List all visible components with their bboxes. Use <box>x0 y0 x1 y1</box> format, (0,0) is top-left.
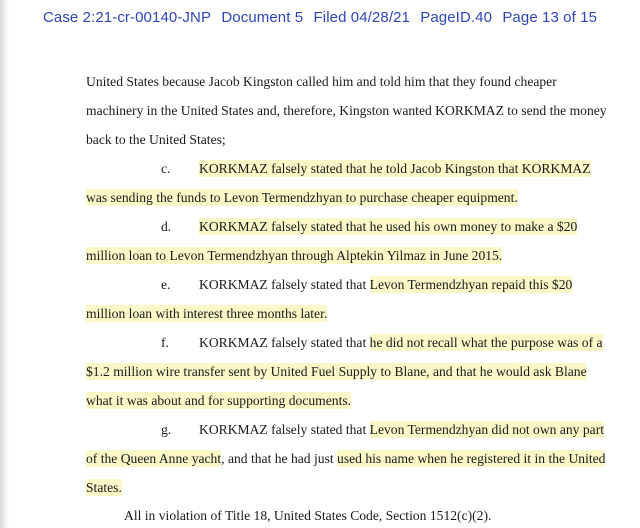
page-edge-shadow <box>0 0 9 528</box>
highlighted-text: States. <box>86 480 122 495</box>
item-e-line <box>161 276 572 294</box>
body-line: United States because Jacob Kingston called him and told him that they found cheaper <box>86 74 557 89</box>
body-line <box>86 247 502 265</box>
case-number: Case 2:21-cr-00140-JNP <box>42 9 212 26</box>
filed-date: Filed 04/28/21 <box>313 9 410 26</box>
highlighted-text: Levon Termendzhyan repaid this $20 <box>369 277 573 292</box>
body-line: machinery in the United States and, therefore, Kingston wanted KORKMAZ to send the money <box>86 103 607 118</box>
highlighted-text: of the Queen Anne yacht <box>86 451 222 466</box>
item-letter: d. <box>161 219 172 234</box>
highlighted-text: KORKMAZ falsely stated that he told Jacob Kingston that KORKMAZ <box>199 161 591 176</box>
highlighted-text: was sending the funds to Levon Termendzhyan to purchase cheaper equipment. <box>86 190 518 205</box>
item-letter: e. <box>161 277 171 292</box>
body-line <box>86 305 327 323</box>
highlighted-text: $1.2 million wire transfer sent by United Fuel Supply to Blane, and that he would ask Blane <box>86 364 587 379</box>
body-line <box>86 189 518 207</box>
highlighted-text: used his name when he registered it in the United <box>337 451 606 466</box>
item-f-line <box>161 334 603 352</box>
highlighted-text: Levon Termendzhyan did not own any part <box>369 422 605 437</box>
document-number: Document 5 <box>221 9 304 26</box>
item-letter: c. <box>161 161 171 176</box>
highlighted-text: million loan to Levon Termendzhyan through Alptekin Yilmaz in June 2015. <box>86 248 503 263</box>
highlighted-text: he did not recall what the purpose was of a <box>369 335 603 350</box>
page-count: Page 13 of 15 <box>502 9 598 26</box>
highlighted-text: what it was about and for supporting documents. <box>86 393 352 408</box>
body-line <box>86 479 122 497</box>
item-g-line <box>161 421 604 439</box>
highlighted-text: KORKMAZ falsely stated that he used his own money to make a $20 <box>199 219 578 234</box>
item-letter: g. <box>161 422 172 437</box>
body-line <box>86 392 351 410</box>
highlighted-text: million loan with interest three months later. <box>86 306 328 321</box>
case-header <box>0 9 640 26</box>
plain-text: , and that he had just <box>221 451 338 466</box>
body-line <box>86 363 587 381</box>
item-c-line <box>161 160 591 178</box>
plain-text: KORKMAZ falsely stated that <box>199 335 370 350</box>
plain-text: KORKMAZ falsely stated that <box>199 422 370 437</box>
body-line: back to the United States; <box>86 132 226 147</box>
closing-line: All in violation of Title 18, United States Code, Section 1512(c)(2). <box>124 508 492 523</box>
body-line <box>86 450 605 468</box>
item-d-line <box>161 218 577 236</box>
item-letter: f. <box>161 335 169 350</box>
plain-text: KORKMAZ falsely stated that <box>199 277 370 292</box>
page-id: PageID.40 <box>420 9 493 26</box>
